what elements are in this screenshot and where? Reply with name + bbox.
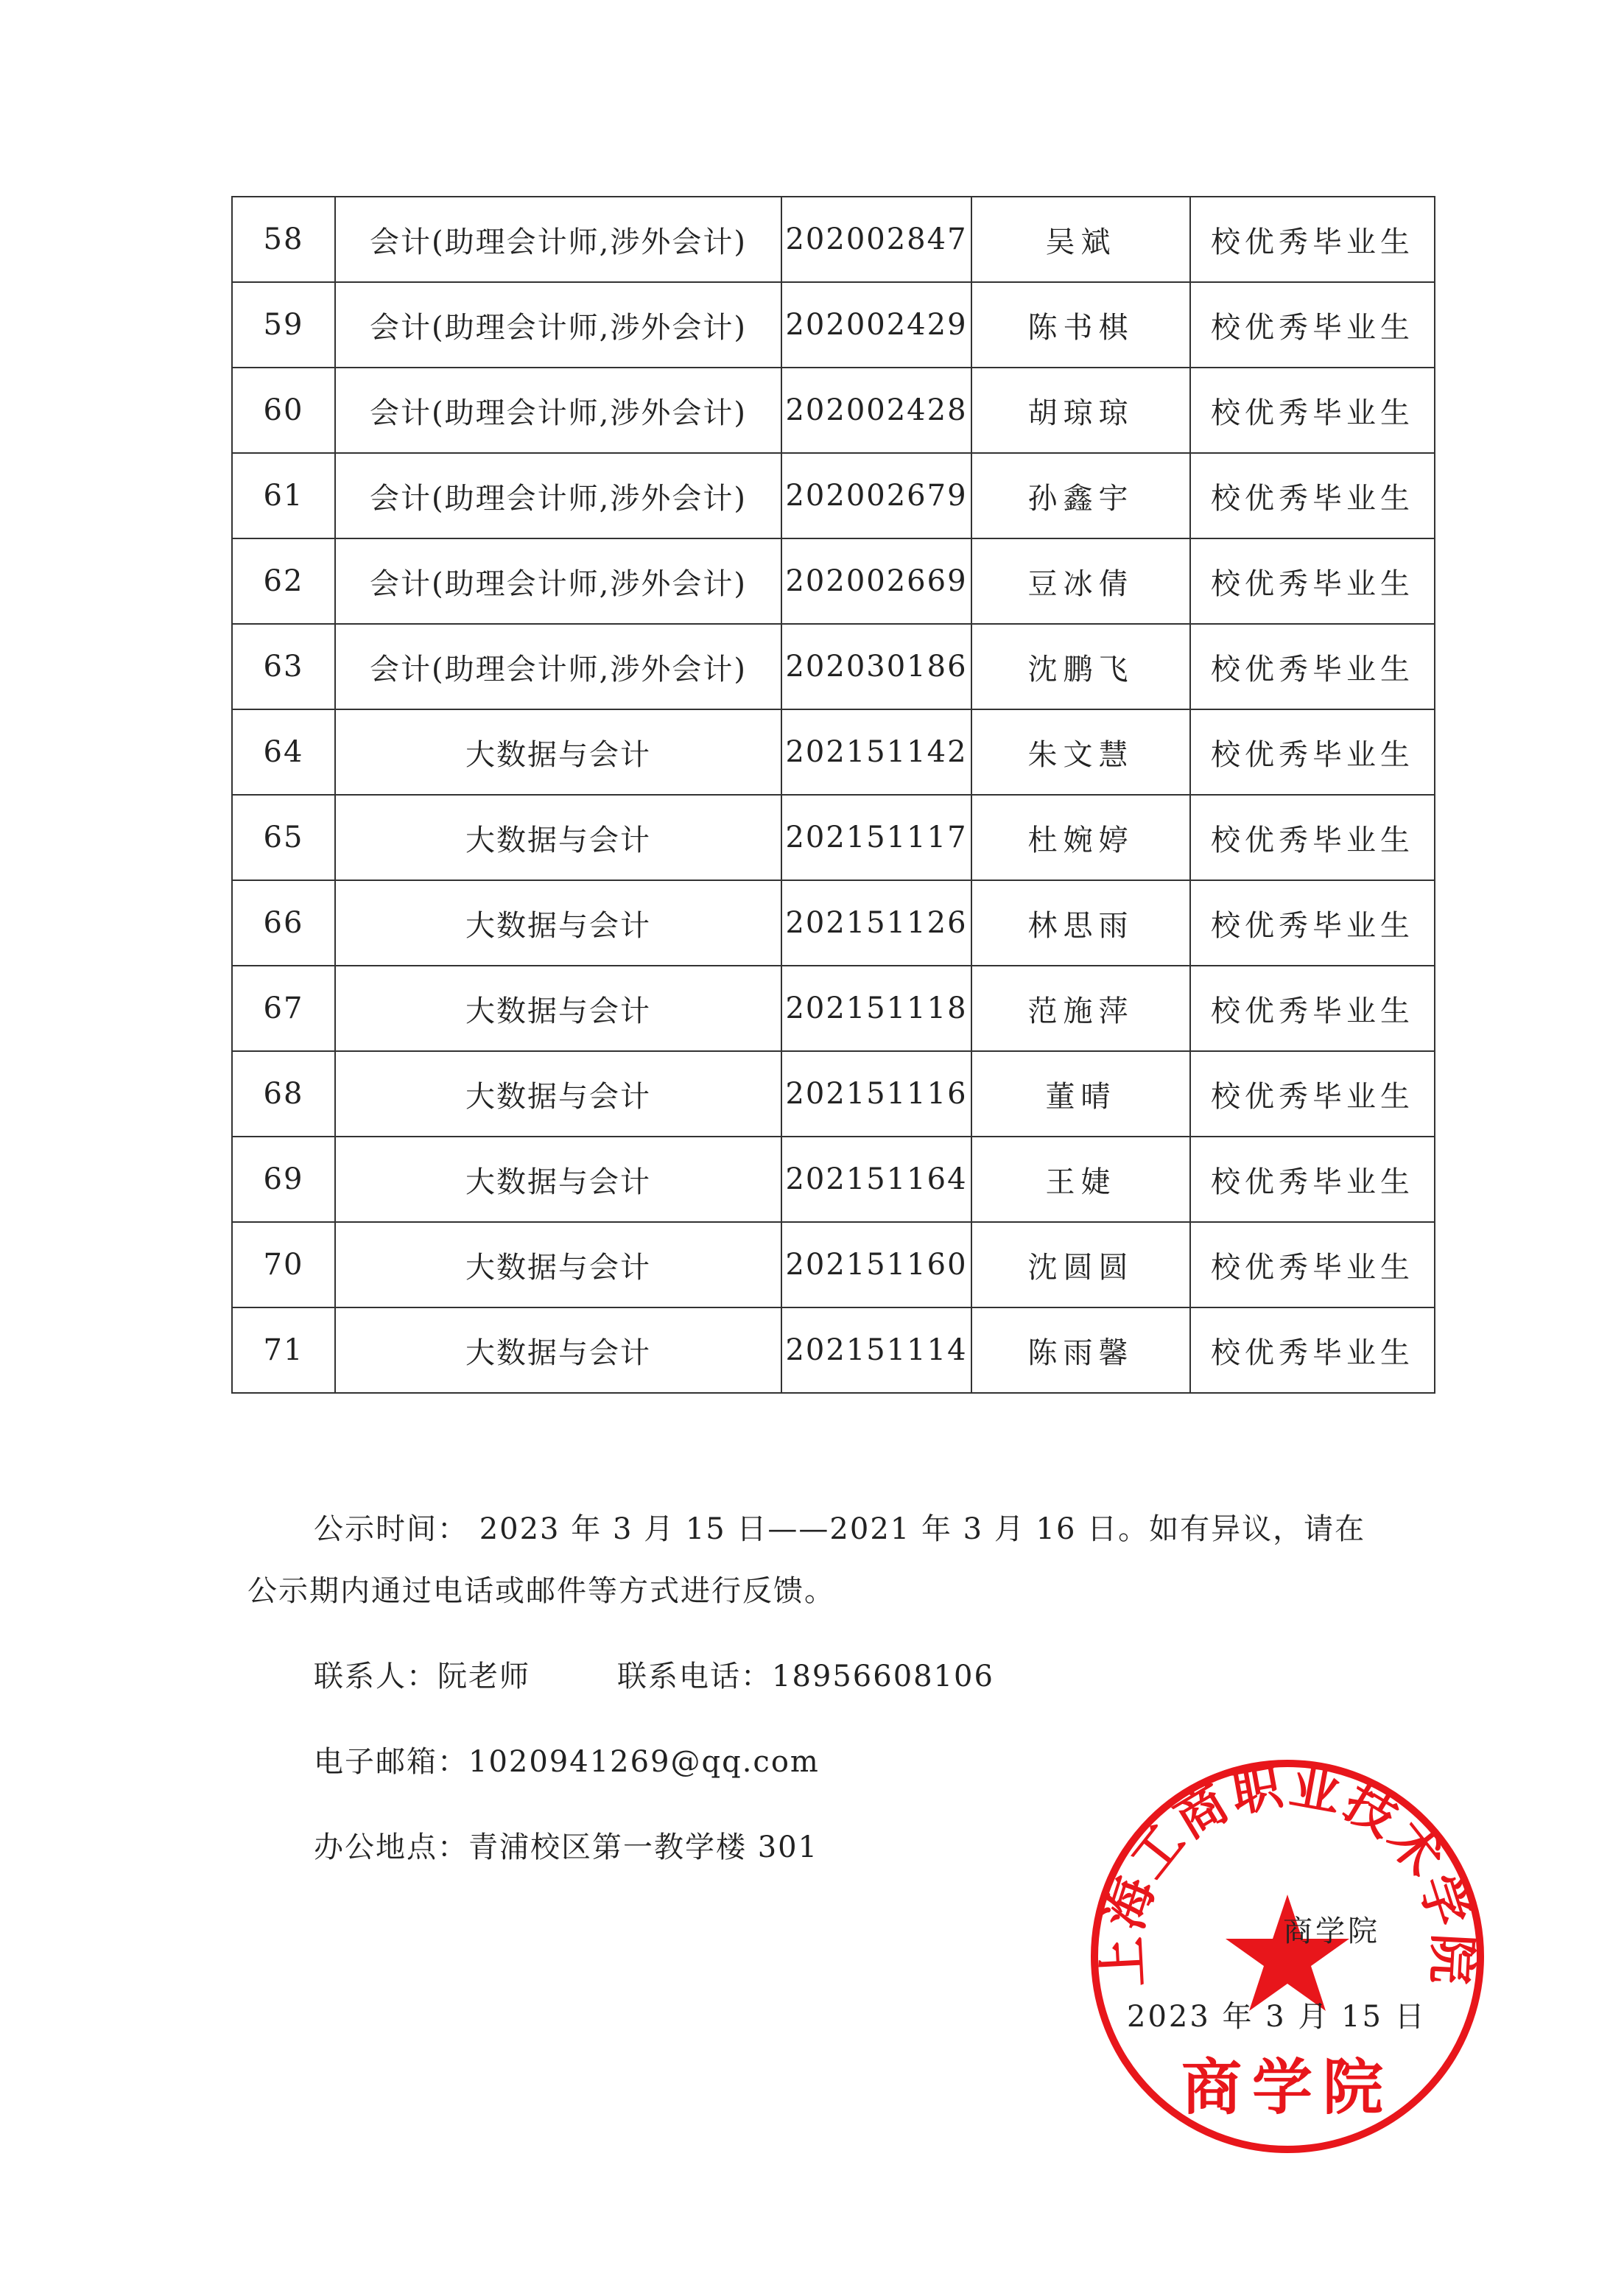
table-row bbox=[232, 538, 1435, 624]
cell-major: 大数据与会计 bbox=[335, 1222, 781, 1307]
contact-person-label: 联系人： bbox=[314, 1660, 437, 1693]
cell-honor: 校优秀毕业生 bbox=[1190, 282, 1435, 368]
cell-name: 林思雨 bbox=[971, 880, 1190, 966]
contact-phone: 18956608106 bbox=[772, 1660, 994, 1693]
signature-date: 2023 年 3 月 15 日 bbox=[1127, 2000, 1427, 2034]
cell-number: 68 bbox=[232, 1051, 335, 1137]
table-row bbox=[232, 282, 1435, 368]
table-row bbox=[232, 709, 1435, 795]
cell-number: 64 bbox=[232, 709, 335, 795]
seal-center-text: 商学院 bbox=[1181, 2053, 1394, 2123]
cell-honor: 校优秀毕业生 bbox=[1190, 966, 1435, 1051]
cell-name: 王婕 bbox=[971, 1137, 1190, 1222]
cell-name: 陈雨馨 bbox=[971, 1307, 1190, 1393]
cell-number: 70 bbox=[232, 1222, 335, 1307]
cell-student-id: 202151160 bbox=[781, 1222, 971, 1307]
cell-name: 范施萍 bbox=[971, 966, 1190, 1051]
cell-honor: 校优秀毕业生 bbox=[1190, 453, 1435, 538]
cell-number: 66 bbox=[232, 880, 335, 966]
cell-name: 吴斌 bbox=[971, 197, 1190, 282]
cell-name: 沈圆圆 bbox=[971, 1222, 1190, 1307]
table-row bbox=[232, 966, 1435, 1051]
cell-honor: 校优秀毕业生 bbox=[1190, 538, 1435, 624]
cell-major: 会计(助理会计师,涉外会计) bbox=[335, 538, 781, 624]
cell-student-id: 202151114 bbox=[781, 1307, 971, 1393]
graduates-table bbox=[231, 196, 1435, 1394]
cell-student-id: 202151126 bbox=[781, 880, 971, 966]
cell-number: 67 bbox=[232, 966, 335, 1051]
cell-student-id: 202002429 bbox=[781, 282, 971, 368]
table-row bbox=[232, 453, 1435, 538]
cell-honor: 校优秀毕业生 bbox=[1190, 1051, 1435, 1137]
official-seal bbox=[1081, 1750, 1494, 2163]
cell-number: 59 bbox=[232, 282, 335, 368]
cell-honor: 校优秀毕业生 bbox=[1190, 709, 1435, 795]
cell-number: 60 bbox=[232, 368, 335, 453]
table-row bbox=[232, 1307, 1435, 1393]
table-row bbox=[232, 1222, 1435, 1307]
email-label: 电子邮箱： bbox=[314, 1745, 468, 1779]
cell-student-id: 202151118 bbox=[781, 966, 971, 1051]
table-row bbox=[232, 880, 1435, 966]
cell-name: 董晴 bbox=[971, 1051, 1190, 1137]
table-row bbox=[232, 624, 1435, 709]
cell-honor: 校优秀毕业生 bbox=[1190, 624, 1435, 709]
contact-line bbox=[314, 1646, 994, 1707]
cell-major: 会计(助理会计师,涉外会计) bbox=[335, 368, 781, 453]
cell-major: 大数据与会计 bbox=[335, 966, 781, 1051]
cell-number: 63 bbox=[232, 624, 335, 709]
table-row bbox=[232, 1137, 1435, 1222]
cell-major: 会计(助理会计师,涉外会计) bbox=[335, 197, 781, 282]
cell-student-id: 202151142 bbox=[781, 709, 971, 795]
cell-number: 71 bbox=[232, 1307, 335, 1393]
email-address: 1020941269@qq.com bbox=[468, 1745, 820, 1779]
cell-name: 孙鑫宇 bbox=[971, 453, 1190, 538]
office-location: 青浦校区第一教学楼 301 bbox=[468, 1830, 819, 1864]
cell-honor: 校优秀毕业生 bbox=[1190, 368, 1435, 453]
cell-student-id: 202002428 bbox=[781, 368, 971, 453]
signature-department: 商学院 bbox=[1283, 1914, 1380, 1948]
cell-honor: 校优秀毕业生 bbox=[1190, 795, 1435, 880]
cell-number: 58 bbox=[232, 197, 335, 282]
cell-student-id: 202151117 bbox=[781, 795, 971, 880]
cell-name: 朱文慧 bbox=[971, 709, 1190, 795]
cell-major: 大数据与会计 bbox=[335, 880, 781, 966]
cell-major: 大数据与会计 bbox=[335, 709, 781, 795]
cell-major: 会计(助理会计师,涉外会计) bbox=[335, 282, 781, 368]
cell-name: 胡琼琼 bbox=[971, 368, 1190, 453]
email-line bbox=[314, 1731, 820, 1793]
cell-major: 大数据与会计 bbox=[335, 1137, 781, 1222]
contact-person: 阮老师 bbox=[437, 1660, 530, 1693]
cell-honor: 校优秀毕业生 bbox=[1190, 197, 1435, 282]
cell-name: 沈鹏飞 bbox=[971, 624, 1190, 709]
cell-major: 会计(助理会计师,涉外会计) bbox=[335, 624, 781, 709]
table-row bbox=[232, 197, 1435, 282]
cell-major: 大数据与会计 bbox=[335, 1307, 781, 1393]
cell-number: 69 bbox=[232, 1137, 335, 1222]
cell-student-id: 202002669 bbox=[781, 538, 971, 624]
cell-honor: 校优秀毕业生 bbox=[1190, 1222, 1435, 1307]
cell-honor: 校优秀毕业生 bbox=[1190, 880, 1435, 966]
office-label: 办公地点： bbox=[314, 1830, 468, 1864]
cell-student-id: 202002679 bbox=[781, 453, 971, 538]
cell-number: 62 bbox=[232, 538, 335, 624]
cell-number: 61 bbox=[232, 453, 335, 538]
table-row bbox=[232, 1051, 1435, 1137]
cell-honor: 校优秀毕业生 bbox=[1190, 1307, 1435, 1393]
notice-paragraph: 公示时间： 2023 年 3 月 15 日——2021 年 3 月 16 日。如有异议，请在公示期内通过电话或邮件等方式进行反馈。 bbox=[247, 1512, 1366, 1608]
cell-name: 杜婉婷 bbox=[971, 795, 1190, 880]
cell-name: 豆冰倩 bbox=[971, 538, 1190, 624]
cell-honor: 校优秀毕业生 bbox=[1190, 1137, 1435, 1222]
office-line bbox=[314, 1816, 818, 1878]
cell-student-id: 202030186 bbox=[781, 624, 971, 709]
cell-student-id: 202151164 bbox=[781, 1137, 971, 1222]
graduates-table-body bbox=[232, 197, 1435, 1393]
table-row bbox=[232, 795, 1435, 880]
cell-major: 大数据与会计 bbox=[335, 1051, 781, 1137]
cell-student-id: 202151116 bbox=[781, 1051, 971, 1137]
cell-major: 会计(助理会计师,涉外会计) bbox=[335, 453, 781, 538]
cell-name: 陈书棋 bbox=[971, 282, 1190, 368]
cell-student-id: 202002847 bbox=[781, 197, 971, 282]
seal-ring-text: 上海工商职业技术学院 bbox=[1093, 1757, 1482, 1989]
cell-number: 65 bbox=[232, 795, 335, 880]
cell-major: 大数据与会计 bbox=[335, 795, 781, 880]
table-row bbox=[232, 368, 1435, 453]
contact-phone-label: 联系电话： bbox=[617, 1660, 772, 1693]
